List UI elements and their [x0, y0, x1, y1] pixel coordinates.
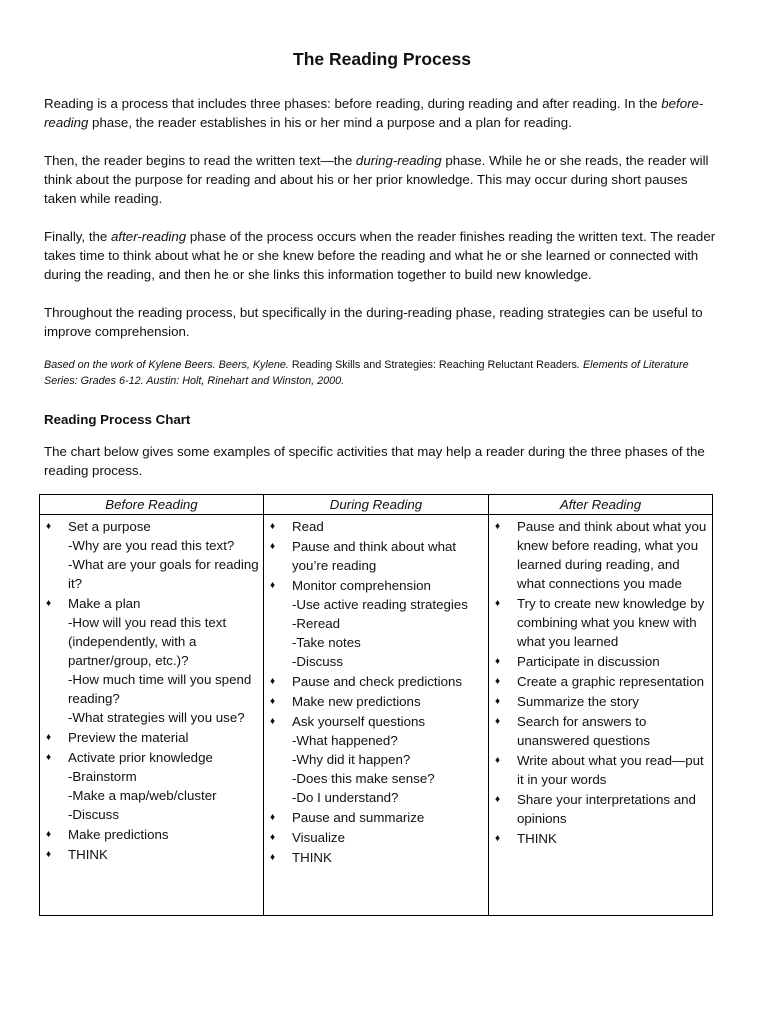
list-item	[493, 652, 708, 671]
list-item-text: Participate in discussion	[517, 654, 660, 669]
paragraph-intro-emphasis: before-reading	[44, 96, 704, 130]
diamond-bullet-icon: ♦	[46, 521, 52, 532]
diamond-bullet-icon: ♦	[46, 732, 52, 743]
list-subitem-text: -How much time will you spend reading?	[68, 672, 252, 706]
list-item-text: Write about what you read—put it in your words	[517, 753, 704, 787]
diamond-bullet-icon: ♦	[495, 676, 501, 687]
list-item	[493, 672, 708, 691]
diamond-bullet-icon: ♦	[495, 794, 501, 805]
list-item	[493, 712, 708, 750]
list-item	[268, 828, 484, 847]
paragraph-after-emphasis: after-reading	[111, 229, 187, 244]
diamond-bullet-icon: ♦	[495, 833, 501, 844]
list-item	[44, 748, 259, 824]
list-subitem-text: -Does this make sense?	[292, 771, 435, 786]
list-item	[493, 692, 708, 711]
list-item-text: Summarize the story	[517, 694, 639, 709]
diamond-bullet-icon: ♦	[270, 580, 276, 591]
list-item-text: Pause and summarize	[292, 810, 425, 825]
list-subitem-text: -Why did it happen?	[292, 752, 411, 767]
diamond-bullet-icon: ♦	[495, 656, 501, 667]
diamond-bullet-icon: ♦	[270, 521, 276, 532]
diamond-bullet-icon: ♦	[46, 598, 52, 609]
list-item	[268, 537, 484, 575]
diamond-bullet-icon: ♦	[495, 716, 501, 727]
list-item-text: Pause and think about what you’re reading	[292, 539, 457, 573]
page-title: The Reading Process	[293, 49, 471, 69]
list-item	[268, 712, 484, 807]
list-subitem-text: -Use active reading strategies	[292, 597, 468, 612]
diamond-bullet-icon: ♦	[270, 852, 276, 863]
list-item-text: Make a plan	[68, 596, 141, 611]
list-item-text: Ask yourself questions	[292, 714, 426, 729]
list-subitem-text: -Do I understand?	[292, 790, 399, 805]
list-subitem-text: -Reread	[292, 616, 341, 631]
document-page	[44, 0, 720, 480]
paragraph-after	[44, 227, 720, 284]
column-before-reading	[40, 515, 264, 916]
list-item-text: THINK	[68, 847, 108, 862]
table-body-row	[40, 515, 713, 916]
list-item-text: Visualize	[292, 830, 345, 845]
column-during-reading	[264, 515, 489, 916]
list-item	[268, 576, 484, 671]
list-item	[44, 517, 259, 593]
paragraph-intro-text-a: Reading is a process that includes three phases: before reading, during reading and after reading. In the	[44, 96, 662, 111]
list-item-text: Activate prior knowledge	[68, 750, 213, 765]
reading-process-table	[39, 494, 713, 916]
list-subitem-text: -Make a map/web/cluster	[68, 788, 217, 803]
list-subitem-text: -How will you read this text (independently, with a partner/group, etc.)?	[68, 615, 227, 668]
diamond-bullet-icon: ♦	[270, 812, 276, 823]
chart-heading: Reading Process Chart	[44, 412, 191, 427]
chart-intro: The chart below gives some examples of specific activities that may help a reader during the three phases of the reading process.	[44, 444, 705, 479]
list-item	[493, 594, 708, 651]
list-item-text: Pause and think about what you knew before reading, what you learned during reading, and what connections you made	[517, 519, 707, 591]
list-item-text: Pause and check predictions	[292, 674, 463, 689]
before-reading-list	[44, 517, 259, 864]
list-item	[44, 594, 259, 727]
after-reading-list	[493, 517, 708, 848]
list-subitem-text: -Take notes	[292, 635, 361, 650]
list-subitem-text: -Why are you read this text?	[68, 538, 235, 553]
diamond-bullet-icon: ♦	[46, 849, 52, 860]
list-item-text: Search for answers to unanswered questions	[517, 714, 651, 748]
list-item	[493, 517, 708, 593]
diamond-bullet-icon: ♦	[270, 716, 276, 727]
list-subitem-text: -Brainstorm	[68, 769, 137, 784]
list-subitem-text: -What are your goals for reading it?	[68, 557, 259, 591]
list-item-text: Set a purpose	[68, 519, 151, 534]
diamond-bullet-icon: ♦	[270, 676, 276, 687]
diamond-bullet-icon: ♦	[46, 752, 52, 763]
paragraph-after-text-a: Finally, the	[44, 229, 112, 244]
diamond-bullet-icon: ♦	[46, 829, 52, 840]
paragraph-during-text-a: Then, the reader begins to read the written text—the	[44, 153, 356, 168]
list-item-text: Create a graphic representation	[517, 674, 705, 689]
list-item-text: Share your interpretations and opinions	[517, 792, 696, 826]
paragraph-intro-text-b: phase, the reader establishes in his or her mind a purpose and a plan for reading.	[88, 115, 572, 130]
citation-text-b: . Elements of Literature Series: Grades 6-12. Austin: Holt, Rinehart and Winston, 2000.	[44, 359, 689, 387]
column-after-reading	[489, 515, 713, 916]
diamond-bullet-icon: ♦	[495, 521, 501, 532]
list-item-text: Preview the material	[68, 730, 189, 745]
paragraph-during-emphasis: during-reading	[355, 153, 442, 168]
list-item	[493, 829, 708, 848]
paragraph-strategies: Throughout the reading process, but specifically in the during-reading phase, reading strategies can be useful to improve comprehension.	[44, 305, 703, 339]
during-reading-list	[268, 517, 484, 867]
list-subitem-text: -Discuss	[68, 807, 119, 822]
list-item	[268, 517, 484, 536]
paragraph-intro	[44, 94, 720, 132]
diamond-bullet-icon: ♦	[270, 696, 276, 707]
citation-book-title: Reading Skills and Strategies: Reaching Reluctant Readers	[291, 359, 577, 371]
diamond-bullet-icon: ♦	[495, 755, 501, 766]
list-item	[44, 825, 259, 844]
list-item-text: Read	[292, 519, 324, 534]
list-item	[268, 692, 484, 711]
list-item-text: Make predictions	[68, 827, 169, 842]
citation-text-a: Based on the work of Kylene Beers. Beers, Kylene.	[44, 359, 292, 371]
diamond-bullet-icon: ♦	[270, 832, 276, 843]
paragraph-after-text-b: phase of the process occurs when the reader finishes reading the written text. The reader takes time to think about what he or she knew before the reading and what he or she learned or connected with during the reading, and then he or she links this information together to build new knowledge.	[44, 229, 716, 282]
diamond-bullet-icon: ♦	[495, 696, 501, 707]
list-item	[493, 790, 708, 828]
list-subitem-text: -Discuss	[292, 654, 343, 669]
paragraph-during-text-b: phase. While he or she reads, the reader will think about the purpose for reading and about his or her prior knowledge. This may occur during short pauses taken while reading.	[44, 153, 709, 206]
header-after-reading: After Reading	[489, 495, 713, 515]
list-item-text: Try to create new knowledge by combining what you knew with what you learned	[517, 596, 705, 649]
list-item	[493, 751, 708, 789]
list-item	[268, 848, 484, 867]
list-subitem-text: -What happened?	[292, 733, 398, 748]
list-item-text: Make new predictions	[292, 694, 421, 709]
list-item-text: THINK	[292, 850, 332, 865]
list-item	[44, 728, 259, 747]
list-item	[44, 845, 259, 864]
diamond-bullet-icon: ♦	[495, 598, 501, 609]
list-item	[268, 672, 484, 691]
list-subitem-text: -What strategies will you use?	[68, 710, 245, 725]
paragraph-during	[44, 151, 720, 208]
list-item-text: Monitor comprehension	[292, 578, 431, 593]
list-item	[268, 808, 484, 827]
citation	[44, 358, 720, 389]
diamond-bullet-icon: ♦	[270, 541, 276, 552]
header-before-reading: Before Reading	[40, 495, 264, 515]
table-header-row	[40, 495, 713, 515]
header-during-reading: During Reading	[264, 495, 489, 515]
list-item-text: THINK	[517, 831, 557, 846]
